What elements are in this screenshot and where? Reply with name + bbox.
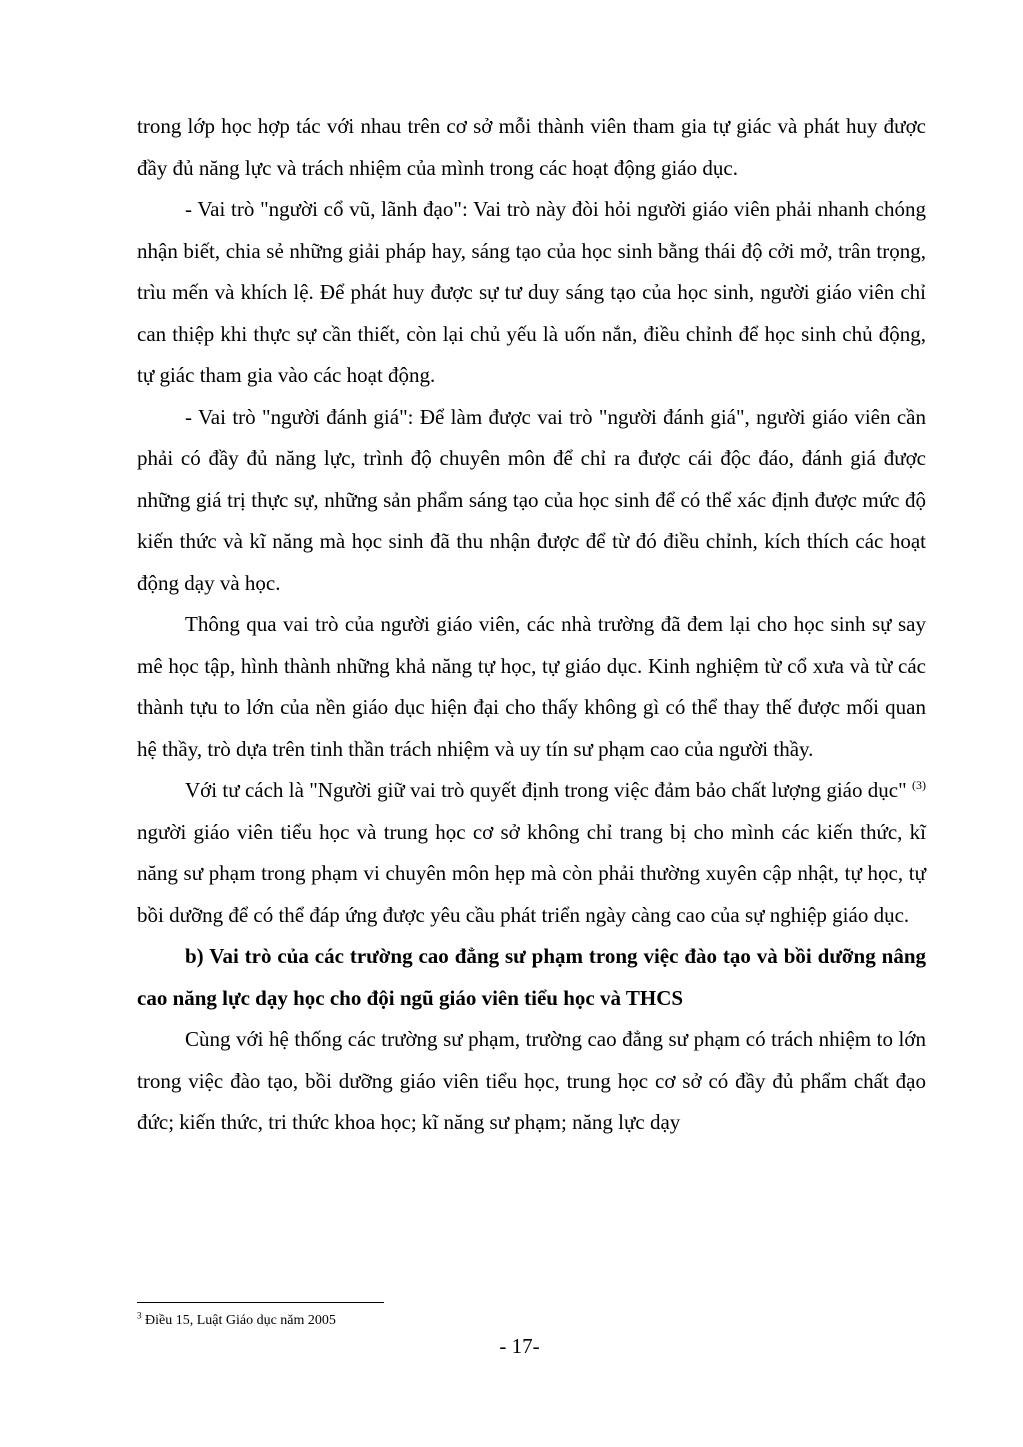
footnote-number: 3 — [137, 1310, 142, 1321]
paragraph-role-evaluator: - Vai trò "người đánh giá": Để làm được vai trò "người đánh giá", người giáo viên cần phải có đầy đủ năng lực, trình độ chuyên môn để chỉ ra được cái độc đáo, đánh giá được những giá trị thực sự, những sản phẩm sáng tạo của học sinh để có thể xác định được mức độ kiến thức và kĩ năng mà học sinh đã thu nhận được để từ đó điều chỉnh, kích thích các hoạt động dạy và học. — [137, 404, 926, 595]
footnote-divider — [137, 1302, 384, 1303]
page-body — [137, 106, 926, 1144]
paragraph-college-responsibility: Cùng với hệ thống các trường sư phạm, trường cao đẳng sư phạm có trách nhiệm to lớn trong việc đào tạo, bồi dưỡng giáo viên tiểu học, trung học cơ sở có đầy đủ phẩm chất đạo đức; kiến thức, tri thức khoa học; kĩ năng sư phạm; năng lực dạy — [137, 1027, 926, 1134]
paragraph-text-after: người giáo viên tiểu học và trung học cơ sở không chỉ trang bị cho mình các kiến thức, kĩ năng sư phạm trong phạm vi chuyên môn hẹp mà còn phải thường xuyên cập nhật, tự học, tự bồi dưỡng để có thể đáp ứng được yêu cầu phát triển ngày càng cao của sự nghiệp giáo dục. — [137, 819, 926, 927]
footnote — [137, 1312, 336, 1330]
section-heading-b: b) Vai trò của các trường cao đẳng sư phạm trong việc đào tạo và bồi dưỡng nâng cao năng lực dạy học cho đội ngũ giáo viên tiểu học và THCS — [137, 944, 926, 1010]
paragraph-text-before: Với tư cách là "Người giữ vai trò quyết định trong việc đảm bảo chất lượng giáo dục" — [185, 778, 912, 802]
paragraph-teacher-qualification — [137, 770, 926, 936]
footnote-reference: (3) — [912, 778, 926, 792]
paragraph-teacher-role-summary: Thông qua vai trò của người giáo viên, các nhà trường đã đem lại cho học sinh sự say mê học tập, hình thành những khả năng tự học, tự giáo dục. Kinh nghiệm từ cổ xưa và từ các thành tựu to lớn của nền giáo dục hiện đại cho thấy không gì có thể thay thế được mối quan hệ thầy, trò dựa trên tinh thần trách nhiệm và uy tín sư phạm cao của người thầy. — [137, 612, 926, 761]
page-number: - 17- — [499, 1334, 540, 1358]
paragraph-role-leader: - Vai trò "người cổ vũ, lãnh đạo": Vai trò này đòi hỏi người giáo viên phải nhanh chóng nhận biết, chia sẻ những giải pháp hay, sáng tạo của học sinh bằng thái độ cởi mở, trân trọng, trìu mến và khích lệ. Để phát huy được sự tư duy sáng tạo của học sinh, người giáo viên chỉ can thiệp khi thực sự cần thiết, còn lại chủ yếu là uốn nắn, điều chỉnh để học sinh chủ động, tự giác tham gia vào các hoạt động. — [137, 197, 926, 387]
paragraph-continuation: trong lớp học hợp tác với nhau trên cơ sở mỗi thành viên tham gia tự giác và phát huy được đầy đủ năng lực và trách nhiệm của mình trong các hoạt động giáo dục. — [137, 114, 926, 180]
footnote-text: Điều 15, Luật Giáo dục năm 2005 — [141, 1313, 336, 1328]
